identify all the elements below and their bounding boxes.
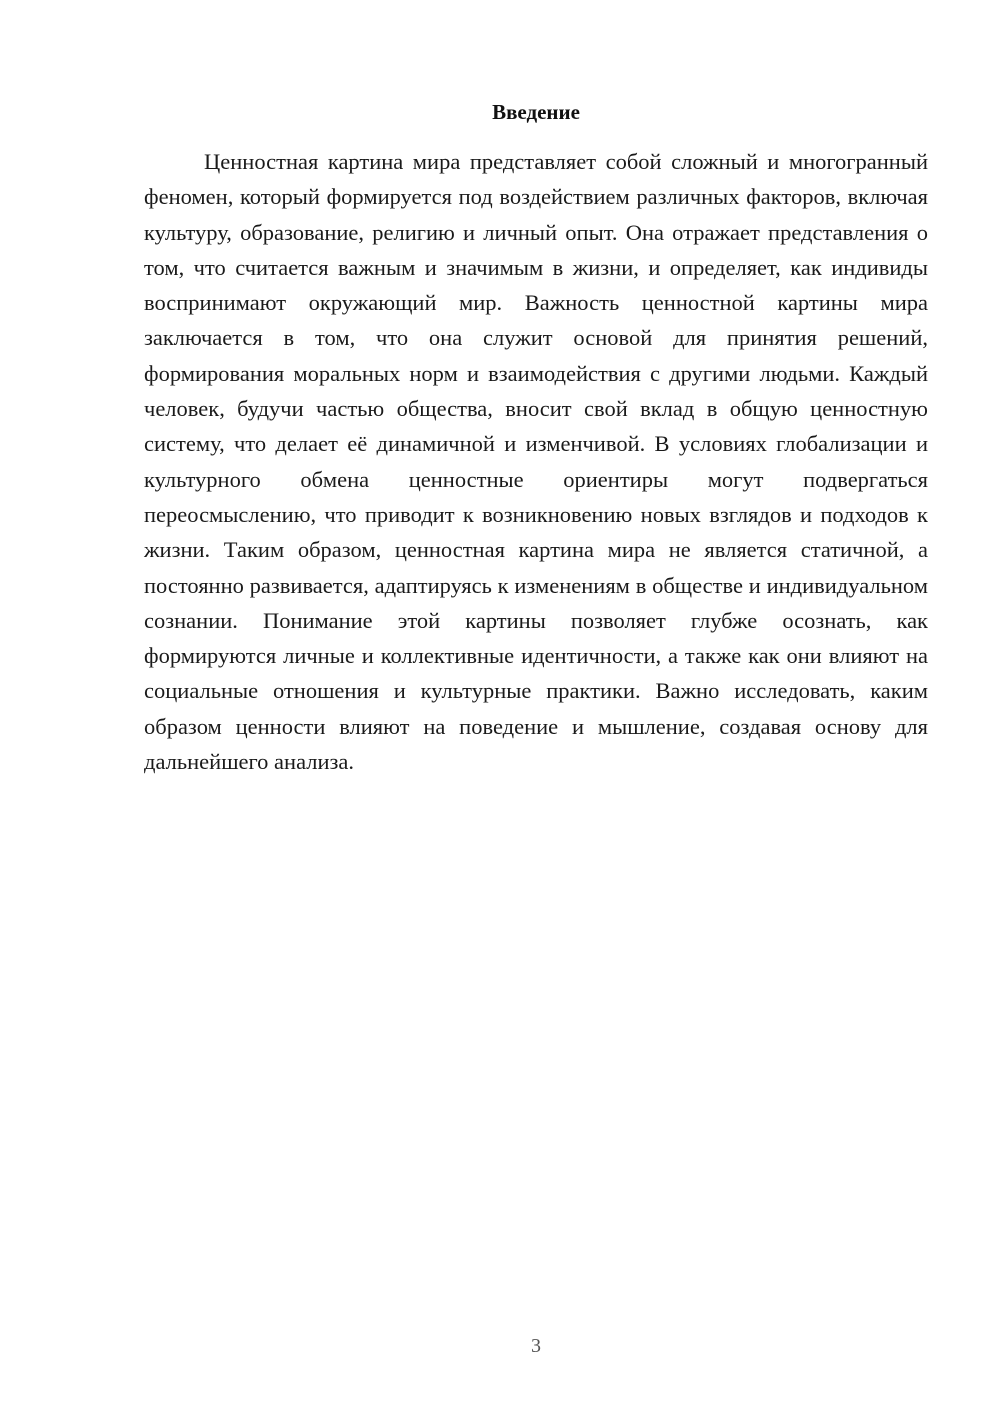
- page-number: 3: [531, 1335, 541, 1357]
- body-paragraph: Ценностная картина мира представляет собой сложный и многогранный феномен, который формируется под воздействием различных факторов, включая культуру, образование, религию и личный опыт. Она отражает представления о том, что считается важным и значимым в жизни, и определяет, как индивиды воспринимают окружающий мир. Важность ценностной картины мира заключается в том, что она служит основой для принятия решений, формирования моральных норм и взаимодействия с другими людьми. Каждый человек, будучи частью общества, вносит свой вклад в общую ценностную систему, что делает её динамичной и изменчивой. В условиях глобализации и культурного обмена ценностные ориентиры могут подвергаться переосмыслению, что приводит к возникновению новых взглядов и подходов к жизни. Таким образом, ценностная картина мира не является статичной, а постоянно развивается, адаптируясь к изменениям в обществе и индивидуальном сознании. Понимание этой картины позволяет глубже осознать, как формируются личные и коллективные идентичности, а также как они влияют на социальные отношения и культурные практики. Важно исследовать, каким образом ценности влияют на поведение и мышление, создавая основу для дальнейшего анализа.: [144, 149, 928, 775]
- section-heading: Введение: [492, 100, 580, 124]
